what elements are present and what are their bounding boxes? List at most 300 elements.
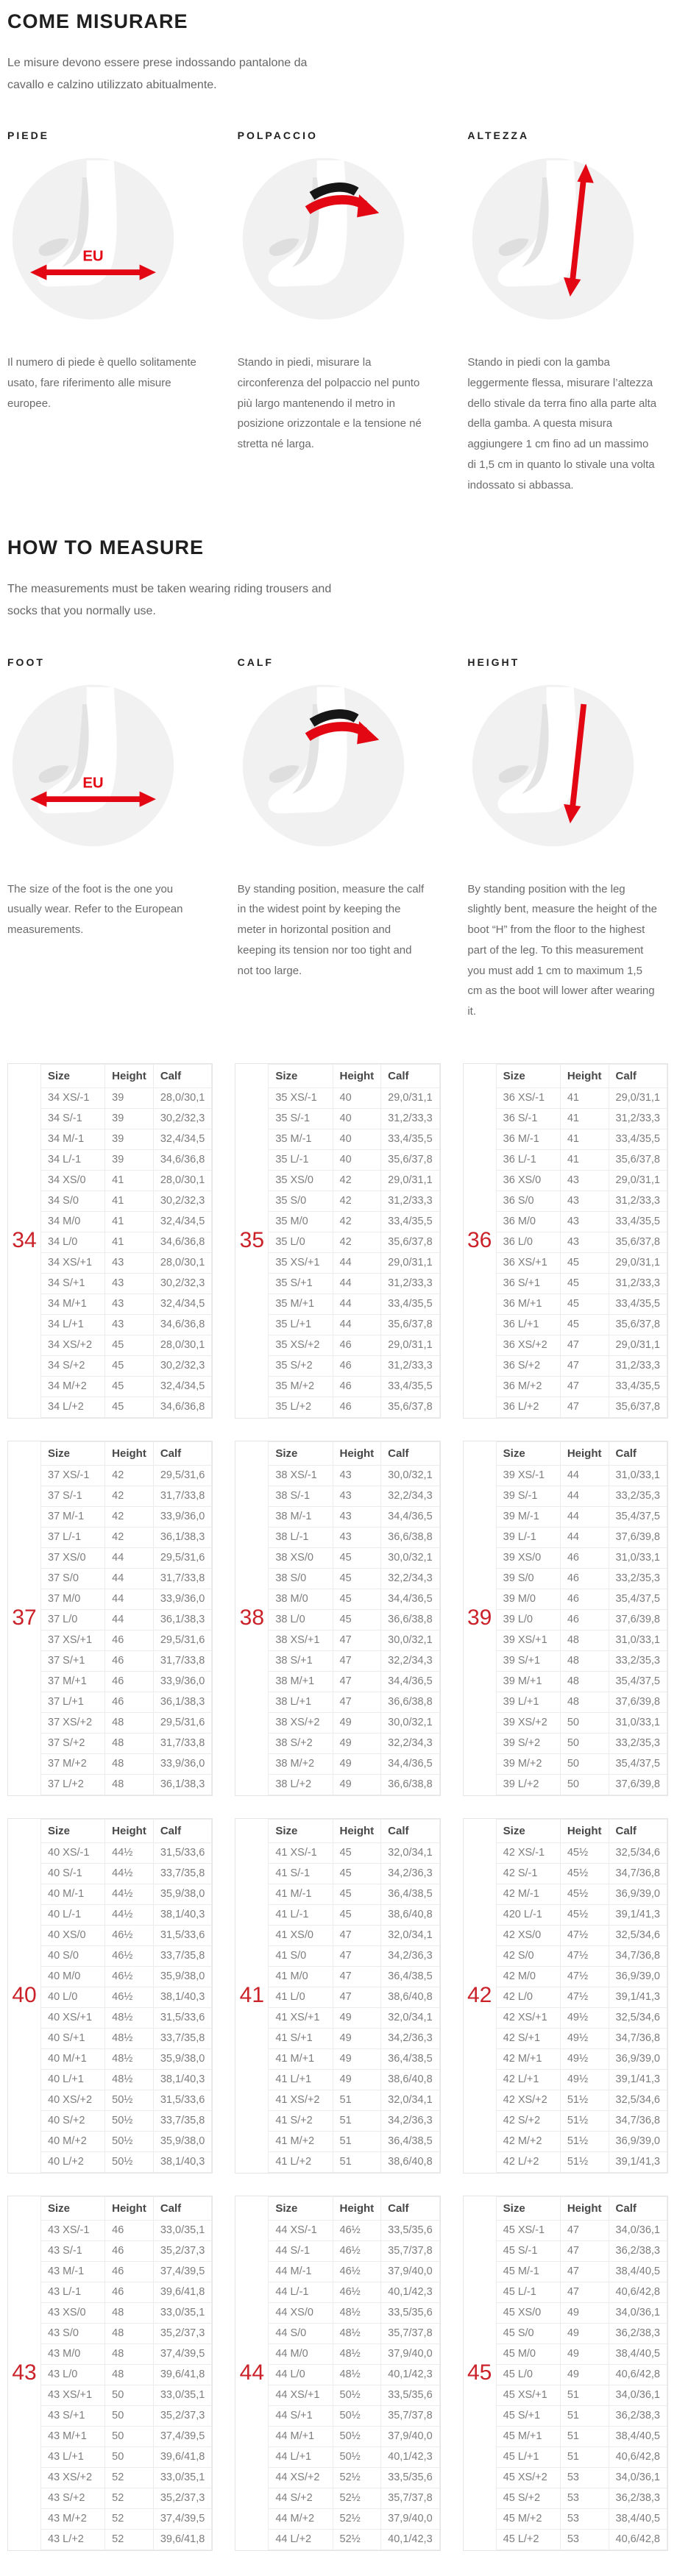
size-cell: 39,1/41,3 [609,1904,667,1925]
height-boot-illustration [467,153,639,324]
size-row [269,1486,439,1506]
size-cell: 43 [105,1314,154,1335]
size-cell: 34,6/36,8 [153,1149,211,1170]
size-cell: 33,0/35,1 [153,2302,211,2323]
size-header-row [41,1819,212,1842]
size-row [41,2090,212,2110]
size-cell: 50 [105,2426,154,2447]
col-header-height: Height [333,2196,381,2220]
size-cell: 38 XS/-1 [269,1465,333,1486]
size-cell: 34,4/36,5 [381,1671,439,1692]
size-row [269,2007,439,2028]
size-row [41,2447,212,2467]
size-row [41,1904,212,1925]
size-cell: 39 [105,1149,154,1170]
col-header-height: Height [105,1819,154,1842]
size-cell: 35,9/38,0 [153,2048,211,2069]
size-cell: 51½ [560,2090,609,2110]
size-cell: 44 L/+2 [269,2529,333,2550]
measure-label: HEIGHT [467,656,520,668]
size-table-body [41,1087,212,1417]
size-cell: 44 [105,1547,154,1568]
size-cell: 37 XS/+2 [41,1712,105,1733]
size-cell: 47½ [560,1987,609,2007]
size-row [269,1842,439,1863]
size-table-head [269,1064,439,1087]
size-cell: 35 L/-1 [269,1149,333,1170]
size-row [269,2488,439,2508]
size-row [496,1609,667,1630]
size-table-head [41,1819,212,1842]
size-cell: 31,0/33,1 [609,1712,667,1733]
size-row [41,1774,212,1795]
size-cell: 32,0/34,1 [381,2007,439,2028]
col-header-height: Height [105,2196,154,2220]
size-row [496,2261,667,2282]
size-row [41,1630,212,1650]
size-row [269,1774,439,1795]
col-header-size: Size [496,1819,560,1842]
size-cell: 50½ [333,2405,381,2426]
size-cell: 41 S/-1 [269,1863,333,1884]
size-row [269,1904,439,1925]
size-cell: 40,6/42,8 [609,2447,667,2467]
size-cell: 35,6/37,8 [609,1149,667,1170]
size-cell: 39 [105,1129,154,1149]
col-header-height: Height [333,1441,381,1465]
size-cell: 36 M/-1 [496,1129,560,1149]
size-row [496,2488,667,2508]
size-cell: 41 M/+1 [269,2048,333,2069]
size-cell: 31,5/33,6 [153,2090,211,2110]
size-row [496,1129,667,1149]
size-cell: 36,1/38,3 [153,1609,211,1630]
size-row [269,2131,439,2151]
size-row [269,2529,439,2550]
size-cell: 43 M/+2 [41,2508,105,2529]
size-cell: 38 M/0 [269,1589,333,1609]
size-cell: 38,4/40,5 [609,2261,667,2282]
size-row [269,2220,439,2240]
size-cell: 34 M/+1 [41,1294,105,1314]
size-row [496,1987,667,2007]
size-row [496,2028,667,2048]
size-cell: 34,6/36,8 [153,1397,211,1417]
size-row [41,2343,212,2364]
size-row [496,2467,667,2488]
size-cell: 50 [560,1712,609,1733]
size-cell: 34,4/36,5 [381,1506,439,1527]
size-cell: 43 [333,1527,381,1547]
size-cell: 40 [333,1129,381,1149]
size-cell: 33,7/35,8 [153,1863,211,1884]
size-cell: 51 [560,2447,609,2467]
size-cell: 45 M/0 [496,2343,560,2364]
size-row [41,1609,212,1630]
size-row [496,2529,667,2550]
size-cell: 42 M/0 [496,1966,560,1987]
size-cell: 33,7/35,8 [153,1945,211,1966]
size-cell: 37 M/-1 [41,1506,105,1527]
size-row [41,1547,212,1568]
size-cell: 36,2/38,3 [609,2405,667,2426]
size-table [268,1819,439,2173]
size-row [41,2426,212,2447]
size-cell: 43 M/+1 [41,2426,105,2447]
size-table-head [496,1441,667,1465]
size-cell: 43 S/+2 [41,2488,105,2508]
size-row [41,1191,212,1211]
size-cell: 36 L/+2 [496,1397,560,1417]
size-cell: 33,5/35,6 [381,2302,439,2323]
size-cell: 46½ [105,1966,154,1987]
size-cell: 39 XS/-1 [496,1465,560,1486]
size-row [496,2240,667,2261]
size-table-body [496,2220,667,2550]
size-cell: 34 XS/+2 [41,1335,105,1355]
size-row [41,1987,212,2007]
size-row [269,2240,439,2261]
col-header-height: Height [560,1064,609,1087]
size-cell: 37 XS/0 [41,1547,105,1568]
size-cell: 35 XS/+2 [269,1335,333,1355]
size-cell: 47 [560,1335,609,1355]
size-cell: 43 L/+1 [41,2447,105,2467]
size-cell: 42 L/+1 [496,2069,560,2090]
size-cell: 35 XS/0 [269,1170,333,1191]
size-cell: 32,2/34,3 [381,1733,439,1753]
size-number: 45 [467,2360,492,2385]
measure-section [7,10,668,495]
size-row [41,1397,212,1417]
size-cell: 44 [333,1314,381,1335]
size-cell: 43 XS/+1 [41,2385,105,2405]
size-cell: 35 S/-1 [269,1108,333,1129]
size-cell: 34,7/36,8 [609,1945,667,1966]
size-cell: 38 L/+1 [269,1692,333,1712]
size-cell: 46½ [105,1987,154,2007]
size-cell: 44 [333,1252,381,1273]
size-cell: 40 S/+1 [41,2028,105,2048]
size-cell: 47 [333,1925,381,1945]
size-cell: 37,4/39,5 [153,2426,211,2447]
size-cell: 35 M/0 [269,1211,333,1232]
size-row [496,1506,667,1527]
size-cell: 39 S/-1 [496,1486,560,1506]
size-row [496,1465,667,1486]
size-cell: 46 [105,2240,154,2261]
size-cell: 31,0/33,1 [609,1547,667,1568]
size-cell: 31,5/33,6 [153,1925,211,1945]
size-cell: 45 [333,1589,381,1609]
size-cell: 52 [105,2467,154,2488]
size-cell: 38 S/0 [269,1568,333,1589]
size-row [269,1232,439,1252]
size-cell: 41 [105,1170,154,1191]
size-cell: 33,4/35,5 [381,1129,439,1149]
size-cell: 41 [560,1108,609,1129]
size-cell: 44 S/0 [269,2323,333,2343]
size-cell: 49 [333,1712,381,1733]
size-cell: 46 [105,2220,154,2240]
size-table [496,1819,667,2173]
size-cell: 36,2/38,3 [609,2323,667,2343]
size-cell: 38,6/40,8 [381,1987,439,2007]
size-cell: 41 M/+2 [269,2131,333,2151]
size-cell: 45 [333,1842,381,1863]
size-cell: 47 [333,1987,381,2007]
size-row [41,2405,212,2426]
size-cell: 40 L/+1 [41,2069,105,2090]
size-cell: 40,1/42,3 [381,2364,439,2385]
size-table-block [235,1441,440,1796]
size-cell: 44½ [105,1863,154,1884]
size-row [41,1945,212,1966]
size-cell: 48 [105,1712,154,1733]
size-cell: 31,2/33,3 [609,1191,667,1211]
size-cell: 44 [560,1527,609,1547]
size-row [269,1733,439,1753]
size-cell: 40 M/-1 [41,1884,105,1904]
size-row [496,2090,667,2110]
size-header-row [41,1064,212,1087]
size-row [496,1486,667,1506]
size-cell: 34,0/36,1 [609,2220,667,2240]
size-cell: 38 L/+2 [269,1774,333,1795]
size-row [269,1925,439,1945]
size-number: 39 [467,1605,492,1631]
size-row [41,1925,212,1945]
size-cell: 39 L/+2 [496,1774,560,1795]
size-row [496,1650,667,1671]
size-row [496,1527,667,1547]
size-cell: 39 L/-1 [496,1527,560,1547]
size-cell: 38,1/40,3 [153,1987,211,2007]
size-cell: 34,2/36,3 [381,2028,439,2048]
size-cell: 39 S/0 [496,1568,560,1589]
size-cell: 36,4/38,5 [381,2048,439,2069]
measure-label: ALTEZZA [467,129,530,142]
size-cell: 48 [560,1671,609,1692]
size-cell: 49 [333,2069,381,2090]
size-number: 41 [239,1983,265,2008]
measure-column [238,129,439,495]
size-cell: 44 XS/0 [269,2302,333,2323]
size-cell: 49 [560,2323,609,2343]
size-cell: 46 [560,1609,609,1630]
size-cell: 42 S/-1 [496,1863,560,1884]
size-cell: 34 L/+2 [41,1397,105,1417]
size-cell: 35,7/37,8 [381,2488,439,2508]
size-row [496,2364,667,2385]
size-cell: 45 L/+2 [496,2529,560,2550]
size-cell: 35,4/37,5 [609,1753,667,1774]
size-cell: 47½ [560,1945,609,1966]
size-number: 38 [239,1605,265,1631]
size-cell: 43 [105,1252,154,1273]
size-row [41,1486,212,1506]
size-table-body [269,1842,439,2172]
size-row [41,1335,212,1355]
size-row [41,1170,212,1191]
size-row [269,2110,439,2131]
size-cell: 36 XS/-1 [496,1087,560,1108]
size-row [269,1211,439,1232]
size-cell: 50 [105,2447,154,2467]
size-cell: 36,6/38,8 [381,1774,439,1795]
size-cell: 48½ [333,2364,381,2385]
size-cell: 42 XS/-1 [496,1842,560,1863]
size-cell: 44 M/0 [269,2343,333,2364]
size-cell: 48 [105,1774,154,1795]
size-cell: 36,2/38,3 [609,2488,667,2508]
size-cell: 35,7/37,8 [381,2405,439,2426]
size-cell: 42 XS/+2 [496,2090,560,2110]
size-table-head [41,1064,212,1087]
size-cell: 29,0/31,1 [381,1170,439,1191]
size-row [41,2302,212,2323]
size-cell: 45 L/+1 [496,2447,560,2467]
size-row [41,2069,212,2090]
size-cell: 37,9/40,0 [381,2343,439,2364]
size-cell: 47½ [560,1966,609,1987]
size-row [496,1335,667,1355]
size-cell: 34,4/36,5 [381,1589,439,1609]
size-cell: 45 L/-1 [496,2282,560,2302]
size-row [496,1842,667,1863]
size-cell: 45 XS/-1 [496,2220,560,2240]
size-cell: 45 XS/+2 [496,2467,560,2488]
size-cell: 47 [333,1945,381,1966]
size-cell: 33,2/35,3 [609,1486,667,1506]
size-cell: 50½ [105,2090,154,2110]
size-cell: 31,2/33,3 [381,1355,439,1376]
size-row [41,1273,212,1294]
size-row [269,1087,439,1108]
size-cell: 40 S/-1 [41,1863,105,1884]
col-header-height: Height [560,1819,609,1842]
size-cell: 53 [560,2508,609,2529]
size-cell: 39 M/+1 [496,1671,560,1692]
size-cell: 31,2/33,3 [381,1273,439,1294]
size-row [496,2048,667,2069]
size-number: 36 [467,1228,492,1253]
size-cell: 36,1/38,3 [153,1692,211,1712]
size-cell: 45 [333,1904,381,1925]
size-cell: 51½ [560,2110,609,2131]
size-cell: 42 S/+1 [496,2028,560,2048]
size-cell: 44 [105,1609,154,1630]
size-cell: 42 S/0 [496,1945,560,1966]
size-cell: 35,9/38,0 [153,1966,211,1987]
size-header-row [269,1819,439,1842]
size-cell: 35 M/+1 [269,1294,333,1314]
size-row [41,2282,212,2302]
size-table-block [235,1818,440,2174]
size-row [41,2048,212,2069]
size-row [496,1087,667,1108]
size-cell: 31,5/33,6 [153,1842,211,1863]
size-row [269,1547,439,1568]
size-cell: 43 M/0 [41,2343,105,2364]
size-cell: 38 S/-1 [269,1486,333,1506]
size-row [496,2069,667,2090]
size-row [496,1149,667,1170]
size-row [269,1335,439,1355]
size-cell: 49 [333,1774,381,1795]
col-header-calf: Calf [381,1819,439,1842]
size-cell: 39 S/+1 [496,1650,560,1671]
section-intro: The measurements must be taken wearing riding trousers and socks that you normally use. [7,583,332,618]
size-cell: 40 [333,1149,381,1170]
size-cell: 29,0/31,1 [609,1252,667,1273]
size-row [496,2323,667,2343]
size-cell: 33,5/35,6 [381,2385,439,2405]
size-cell: 49½ [560,2048,609,2069]
measure-description: The size of the foot is the one you usually wear. Refer to the European measurements. [7,882,183,937]
size-cell: 34 M/-1 [41,1129,105,1149]
size-cell: 31,7/33,8 [153,1568,211,1589]
eu-label: EU [82,248,104,265]
size-cell: 52 [105,2508,154,2529]
size-row [41,1650,212,1671]
size-cell: 39 XS/+1 [496,1630,560,1650]
size-row [269,2467,439,2488]
size-cell: 34,6/36,8 [153,1232,211,1252]
size-cell: 44 [105,1589,154,1609]
size-cell: 35,6/37,8 [381,1149,439,1170]
size-cell: 40,6/42,8 [609,2364,667,2385]
size-cell: 33,2/35,3 [609,1650,667,1671]
size-cell: 40 L/0 [41,1987,105,2007]
size-cell: 39,6/41,8 [153,2364,211,2385]
calf-boot-illustration [238,680,409,851]
size-cell: 36,4/38,5 [381,1884,439,1904]
size-cell: 52½ [333,2508,381,2529]
size-cell: 35,4/37,5 [609,1506,667,1527]
size-cell: 38,1/40,3 [153,2151,211,2172]
size-cell: 44 L/0 [269,2364,333,2385]
size-cell: 33,9/36,0 [153,1506,211,1527]
size-cell: 32,5/34,6 [609,1925,667,1945]
size-cell: 39,1/41,3 [609,2069,667,2090]
size-cell: 35 XS/+1 [269,1252,333,1273]
size-cell: 35,6/37,8 [381,1397,439,1417]
size-cell: 44 [560,1506,609,1527]
size-cell: 33,4/35,5 [609,1129,667,1149]
size-table-head [269,1819,439,1842]
size-row [496,1733,667,1753]
size-row [269,1149,439,1170]
size-cell: 45½ [560,1884,609,1904]
size-cell: 48 [560,1630,609,1650]
size-cell: 44 XS/-1 [269,2220,333,2240]
size-row [269,2385,439,2405]
size-row [496,2405,667,2426]
size-cell: 45 [560,1252,609,1273]
size-cell: 46½ [333,2220,381,2240]
size-cell: 39,6/41,8 [153,2447,211,2467]
size-row [496,1589,667,1609]
size-cell: 43 [333,1465,381,1486]
size-row [496,1966,667,1987]
size-row [41,1966,212,1987]
size-cell: 37 L/0 [41,1609,105,1630]
size-cell: 44 [333,1273,381,1294]
col-header-height: Height [105,1441,154,1465]
size-row [269,1568,439,1589]
size-row [269,1671,439,1692]
